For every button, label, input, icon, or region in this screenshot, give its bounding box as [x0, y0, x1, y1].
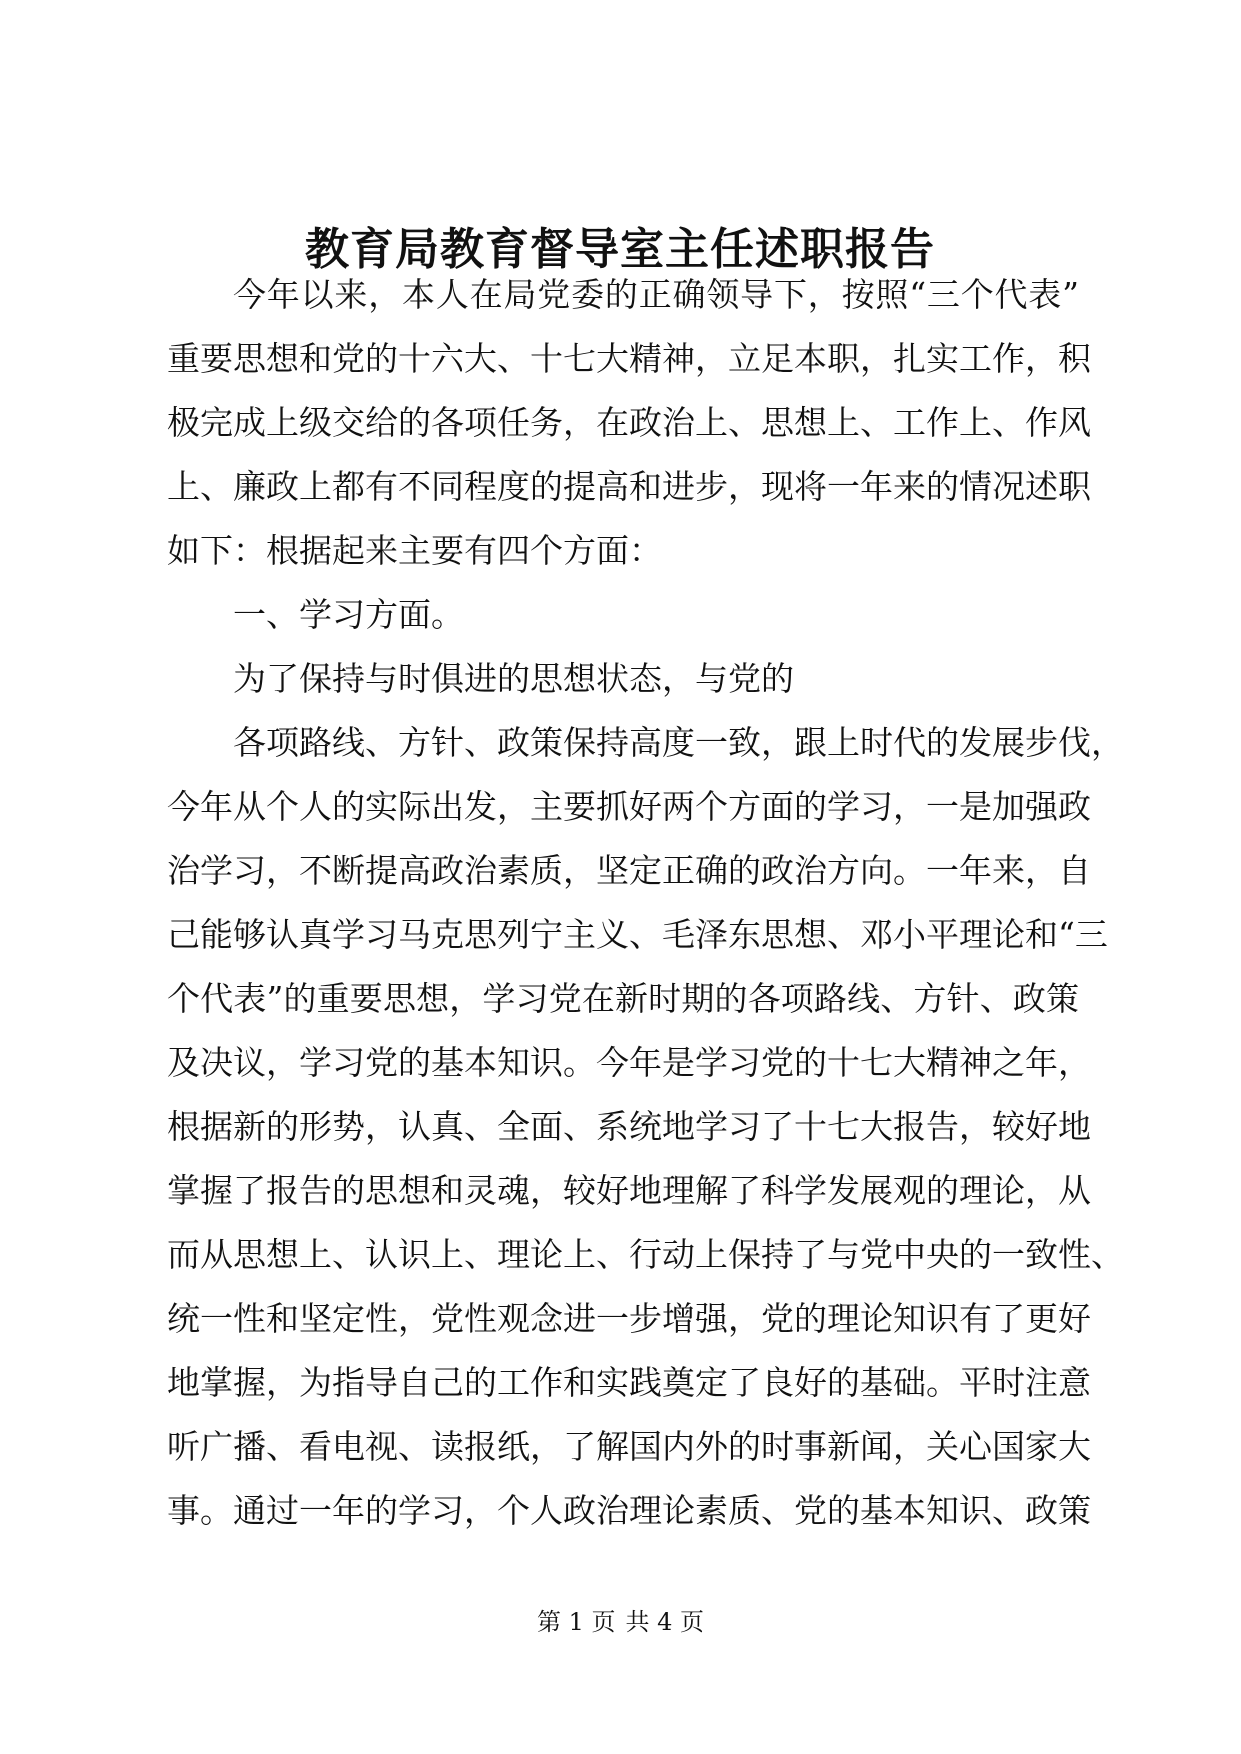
text-line: 如下：根据起来主要有四个方面： [167, 531, 662, 570]
text-line: 己能够认真学习马克思列宁主义、毛泽东思想、邓小平理论和“三 [167, 915, 1108, 954]
section-heading: 一、学习方面。 [233, 595, 464, 634]
text-line: 上、廉政上都有不同程度的提高和进步，现将一年来的情况述职 [167, 467, 1091, 506]
text-line: 今年从个人的实际出发，主要抓好两个方面的学习，一是加强政 [167, 787, 1091, 826]
document-title: 教育局教育督导室主任述职报告 [305, 224, 935, 275]
page-number: 第 1 页 [536, 1608, 616, 1636]
text-line: 极完成上级交给的各项任务，在政治上、思想上、工作上、作风 [167, 403, 1091, 442]
text-line: 为了保持与时俱进的思想状态，与党的 [233, 659, 794, 698]
text-line: 统一性和坚定性，党性观念进一步增强，党的理论知识有了更好 [167, 1299, 1091, 1338]
text-line: 听广播、看电视、读报纸，了解国内外的时事新闻，关心国家大 [167, 1427, 1091, 1466]
text-line: 事。通过一年的学习，个人政治理论素质、党的基本知识、政策 [167, 1491, 1091, 1530]
page-total: 共 4 页 [625, 1608, 705, 1636]
text-line: 个代表”的重要思想，学习党在新时期的各项路线、方针、政策 [167, 979, 1079, 1018]
text-line: 重要思想和党的十六大、十七大精神，立足本职，扎实工作，积 [167, 339, 1091, 378]
text-line: 掌握了报告的思想和灵魂，较好地理解了科学发展观的理论，从 [167, 1171, 1091, 1210]
text-line: 今年以来，本人在局党委的正确领导下，按照“三个代表” [233, 275, 1079, 314]
text-line: 治学习，不断提高政治素质，坚定正确的政治方向。一年来，自 [167, 851, 1091, 890]
text-line: 及决议，学习党的基本知识。今年是学习党的十七大精神之年， [167, 1043, 1091, 1082]
document-body [167, 263, 1124, 1543]
text-line: 各项路线、方针、政策保持高度一致，跟上时代的发展步伐， [233, 723, 1124, 762]
text-line: 地掌握，为指导自己的工作和实践奠定了良好的基础。平时注意 [167, 1363, 1091, 1402]
text-line: 根据新的形势，认真、全面、系统地学习了十七大报告，较好地 [167, 1107, 1091, 1146]
page-footer [0, 1605, 1241, 1639]
text-line: 而从思想上、认识上、理论上、行动上保持了与党中央的一致性、 [167, 1235, 1124, 1274]
